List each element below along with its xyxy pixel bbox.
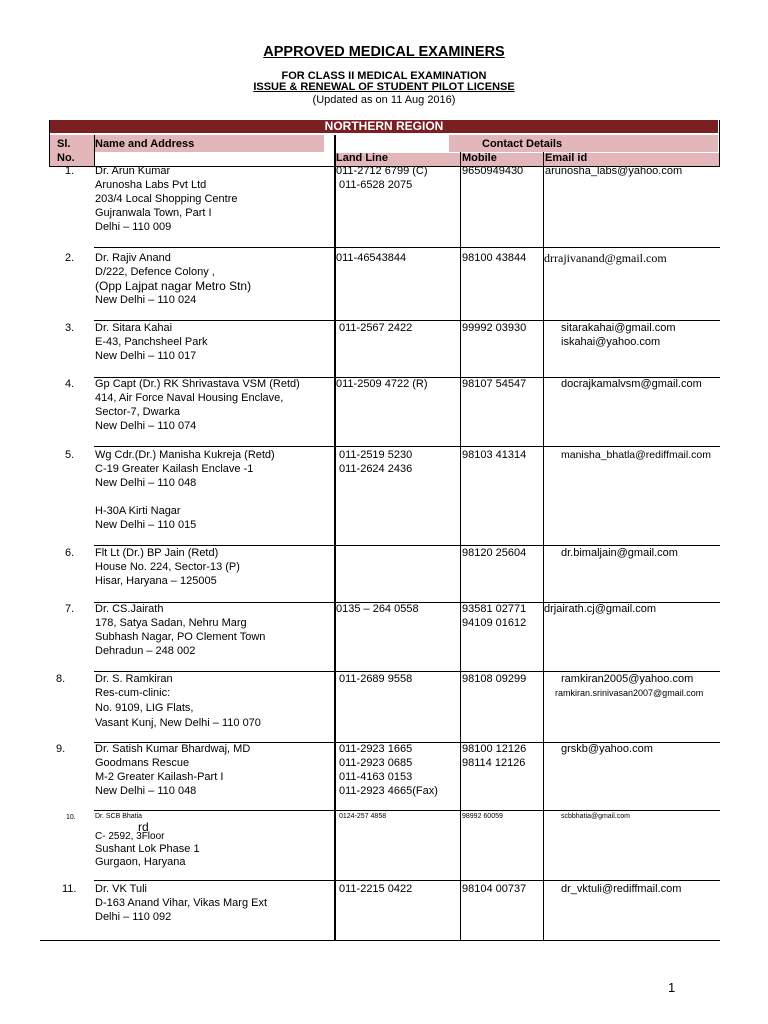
row-6-email: dr.bimaljain@gmail.com [561,547,678,559]
row-10-address: C- 2592, 3Floor Sushant Lok Phase 1 Gurgaon, Haryana [95,831,200,868]
row-7-sl: 7. [65,603,75,615]
row-5-sl: 5. [65,449,75,461]
row-4-sl: 4. [65,378,75,390]
row-7-address: Dr. CS.Jairath 178, Satya Sadan, Nehru Marg Subhash Nagar, PO Clement Town Dehradun – 248 002 [95,603,266,657]
header-no: No. [57,152,75,164]
row-5-landline: 011-2519 5230 011-2624 2436 [339,449,413,475]
row-10-superscript: rd [138,820,149,834]
grid-line [94,446,720,447]
row-11-email: dr_vktuli@rediffmail.com [561,883,682,895]
grid-line [94,880,720,881]
row-1-mobile: 9650949430 [462,165,524,177]
row-9-email: grskb@yahoo.com [561,743,653,755]
row-6-mobile: 98120 25604 [462,547,527,559]
row-3-landline: 011-2567 2422 [339,322,413,334]
row-9-landline: 011-2923 1665 011-2923 0685 011-4163 0153 011-2923 4665(Fax) [339,743,438,797]
row-2-sl: 2. [65,252,75,264]
row-4-mobile: 98107 54547 [462,378,527,390]
row-11-mobile: 98104 00737 [462,883,527,895]
header-contact-details: Contact Details [482,138,563,150]
header-mobile: Mobile [462,152,497,164]
row-10-email: scbbhatia@gmail.com [561,813,630,820]
grid-line [543,152,544,941]
row-4-email: docrajkamalvsm@gmail.com [561,378,702,390]
row-9-sl: 9. [56,743,66,755]
header-landline: Land Line [336,152,388,164]
row-5-mobile: 98103 41314 [462,449,527,461]
row-3-mobile: 99992 03930 [462,322,527,334]
row-3-email: sitarakahai@gmail.com iskahai@yahoo.com [561,322,676,348]
row-11-landline: 011-2215 0422 [339,883,413,895]
row-2-email: drrajivanand@gmail.com [544,251,667,265]
row-8-mobile: 98108 09299 [462,673,527,685]
grid-line [40,940,720,941]
row-4-landline: 011-2509 4722 (R) [336,378,428,390]
row-1-landline: 011-2712 6799 (C) 011-6528 2075 [336,165,428,191]
updated-date: (Updated as on 11 Aug 2016) [312,94,456,106]
row-1-address: Dr. Arun Kumar Arunosha Labs Pvt Ltd 203/4 Local Shopping Centre Gujranwala Town, Part I Delhi – 110 009 [95,165,238,233]
row-3-sl: 3. [65,322,75,334]
row-2-mobile: 98100 43844 [462,252,527,264]
row-5-address: Wg Cdr.(Dr.) Manisha Kukreja (Retd) C-19 Greater Kailash Enclave -1 New Delhi – 110 048 H-30A Kirti Nagar New Delhi – 110 015 [95,449,275,531]
row-4-address: Gp Capt (Dr.) RK Shrivastava VSM (Retd) 414, Air Force Naval Housing Enclave, Sector-7, Dwarka New Delhi – 110 074 [95,378,300,432]
header-email: Email id [545,152,588,164]
document-title: APPROVED MEDICAL EXAMINERS [263,44,505,60]
subtitle-class: FOR CLASS II MEDICAL EXAMINATION [281,70,487,82]
row-9-mobile: 98100 12126 98114 12126 [462,743,527,769]
subtitle-license: ISSUE & RENEWAL OF STUDENT PILOT LICENSE [253,81,515,93]
header-name-address: Name and Address [95,138,195,150]
grid-line [49,120,50,167]
header-sl: Sl. [57,138,71,150]
page-number: 1 [668,980,676,995]
row-6-sl: 6. [65,547,75,559]
row-9-address: Dr. Satish Kumar Bhardwaj, MD Goodmans Rescue M-2 Greater Kailash-Part I New Delhi – 110 048 [95,743,251,797]
grid-line [94,810,720,811]
grid-line [719,120,720,167]
row-10-sl: 10. [66,814,76,821]
row-2-landline: 011-46543844 [336,252,407,264]
row-8-email: ramkiran2005@yahoo.com ramkiran.srinivasan2007@gmail.com [555,673,704,698]
row-6-address: Flt Lt (Dr.) BP Jain (Retd) House No. 224, Sector-13 (P) Hisar, Haryana – 125005 [95,547,240,587]
row-7-mobile: 93581 02771 94109 01612 [462,603,527,629]
row-11-address: Dr. VK Tuli D-163 Anand Vihar, Vikas Marg Ext Delhi – 110 092 [95,883,268,923]
row-10-mobile: 98992 60059 [462,813,503,820]
row-8-landline: 011-2689 9558 [339,673,413,685]
grid-line [94,135,95,167]
row-7-landline: 0135 – 264 0558 [336,603,419,615]
row-1-sl: 1. [65,165,75,177]
row-10-landline: 0124-257 4858 [339,813,387,820]
row-2-address: Dr. Rajiv Anand D/222, Defence Colony , (Opp Lajpat nagar Metro Stn) New Delhi – 110 024 [95,252,252,306]
region-banner: NORTHERN REGION [50,120,718,133]
grid-line [94,247,720,248]
row-11-sl: 11. [62,883,77,895]
row-7-email: drjairath.cj@gmail.com [544,603,657,615]
row-8-sl: 8. [56,673,66,685]
row-1-email: arunosha_labs@yahoo.com [545,165,683,177]
row-3-address: Dr. Sitara Kahai E-43, Panchsheel Park New Delhi – 110 017 [95,322,208,362]
row-8-address: Dr. S. Ramkiran Res-cum-clinic: No. 9109, LIG Flats, Vasant Kunj, New Delhi – 110 070 [95,673,261,729]
row-10-name: Dr. SCB Bhatia [95,813,143,820]
grid-line [460,152,461,941]
row-5-email: manisha_bhatla@rediffmail.com [561,449,711,461]
